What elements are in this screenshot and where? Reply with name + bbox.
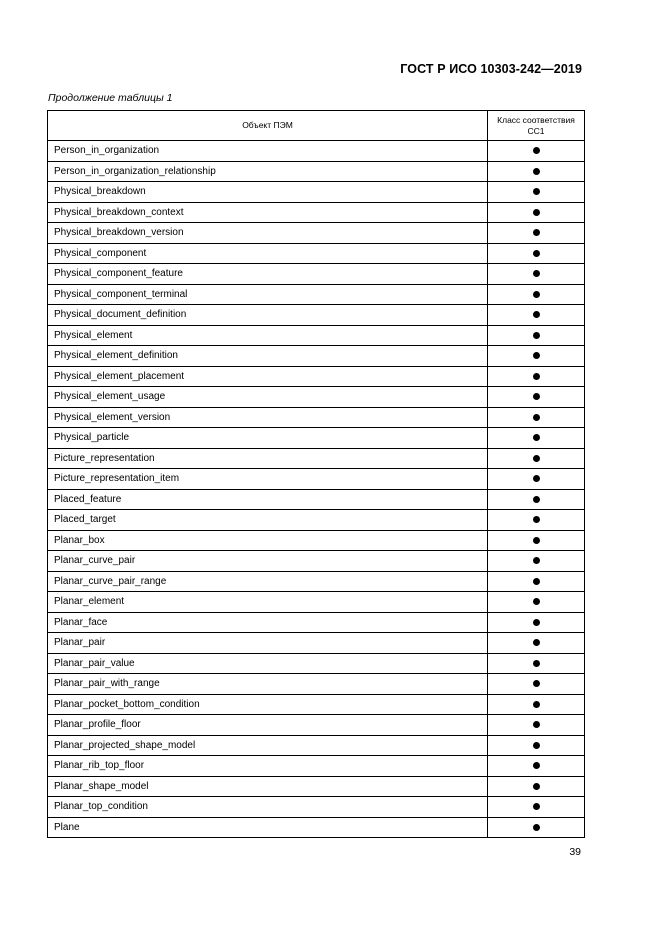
conformance-mark-cell	[488, 141, 585, 162]
column-header-object: Объект ПЭМ	[48, 111, 488, 141]
object-name-cell: Planar_curve_pair_range	[48, 571, 488, 592]
table-row	[48, 387, 585, 408]
filled-circle-icon	[533, 803, 540, 810]
table-row	[48, 530, 585, 551]
object-name-cell: Placed_feature	[48, 489, 488, 510]
conformance-mark-cell	[488, 264, 585, 285]
table-row	[48, 571, 585, 592]
object-name-cell: Placed_target	[48, 510, 488, 531]
filled-circle-icon	[533, 475, 540, 482]
table-row	[48, 428, 585, 449]
table-row	[48, 612, 585, 633]
filled-circle-icon	[533, 783, 540, 790]
object-name-cell: Planar_face	[48, 612, 488, 633]
table-row	[48, 325, 585, 346]
table-row	[48, 776, 585, 797]
object-name-cell: Physical_component_feature	[48, 264, 488, 285]
filled-circle-icon	[533, 168, 540, 175]
conformance-mark-cell	[488, 223, 585, 244]
filled-circle-icon	[533, 824, 540, 831]
object-name-cell: Physical_breakdown_context	[48, 202, 488, 223]
conformance-mark-cell	[488, 243, 585, 264]
conformance-mark-cell	[488, 817, 585, 838]
object-name-cell: Physical_element_placement	[48, 366, 488, 387]
filled-circle-icon	[533, 742, 540, 749]
table-row	[48, 694, 585, 715]
object-name-cell: Physical_element	[48, 325, 488, 346]
filled-circle-icon	[533, 352, 540, 359]
filled-circle-icon	[533, 639, 540, 646]
page-number: 39	[569, 846, 581, 858]
conformance-mark-cell	[488, 366, 585, 387]
conformance-mark-cell	[488, 571, 585, 592]
object-name-cell: Physical_element_definition	[48, 346, 488, 367]
object-name-cell: Physical_document_definition	[48, 305, 488, 326]
object-name-cell: Physical_element_usage	[48, 387, 488, 408]
filled-circle-icon	[533, 721, 540, 728]
object-name-cell: Physical_component	[48, 243, 488, 264]
table-row	[48, 448, 585, 469]
table-row	[48, 202, 585, 223]
conformance-mark-cell	[488, 510, 585, 531]
conformance-mark-cell	[488, 797, 585, 818]
table-row	[48, 284, 585, 305]
object-name-cell: Planar_curve_pair	[48, 551, 488, 572]
filled-circle-icon	[533, 537, 540, 544]
table-row	[48, 674, 585, 695]
object-name-cell: Person_in_organization	[48, 141, 488, 162]
object-name-cell: Physical_breakdown	[48, 182, 488, 203]
conformance-mark-cell	[488, 448, 585, 469]
column-header-class-line2: СС1	[527, 125, 545, 136]
conformance-mark-cell	[488, 674, 585, 695]
filled-circle-icon	[533, 578, 540, 585]
filled-circle-icon	[533, 598, 540, 605]
table-row	[48, 817, 585, 838]
table-row	[48, 141, 585, 162]
conformance-mark-cell	[488, 551, 585, 572]
object-name-cell: Planar_pocket_bottom_condition	[48, 694, 488, 715]
filled-circle-icon	[533, 373, 540, 380]
object-name-cell: Plane	[48, 817, 488, 838]
standard-code: ГОСТ Р ИСО 10303-242—2019	[400, 62, 582, 76]
filled-circle-icon	[533, 660, 540, 667]
filled-circle-icon	[533, 557, 540, 564]
column-header-class-line1: Класс соответствия	[497, 114, 575, 125]
filled-circle-icon	[533, 209, 540, 216]
table-caption: Продолжение таблицы 1	[48, 92, 173, 104]
object-name-cell: Planar_element	[48, 592, 488, 613]
table-body	[48, 141, 585, 838]
filled-circle-icon	[533, 147, 540, 154]
conformance-mark-cell	[488, 161, 585, 182]
conformance-mark-cell	[488, 407, 585, 428]
table-row	[48, 510, 585, 531]
object-name-cell: Physical_particle	[48, 428, 488, 449]
filled-circle-icon	[533, 496, 540, 503]
conformance-mark-cell	[488, 776, 585, 797]
table-row	[48, 735, 585, 756]
object-name-cell: Planar_top_condition	[48, 797, 488, 818]
filled-circle-icon	[533, 393, 540, 400]
table-row	[48, 161, 585, 182]
object-name-cell: Planar_pair	[48, 633, 488, 654]
table-row	[48, 407, 585, 428]
column-header-class	[488, 111, 585, 141]
table-row	[48, 182, 585, 203]
filled-circle-icon	[533, 311, 540, 318]
object-name-cell: Physical_breakdown_version	[48, 223, 488, 244]
conformance-mark-cell	[488, 325, 585, 346]
conformance-mark-cell	[488, 612, 585, 633]
filled-circle-icon	[533, 680, 540, 687]
table-row	[48, 346, 585, 367]
table-row	[48, 551, 585, 572]
object-name-cell: Physical_element_version	[48, 407, 488, 428]
conformance-mark-cell	[488, 735, 585, 756]
conformance-mark-cell	[488, 305, 585, 326]
object-name-cell: Physical_component_terminal	[48, 284, 488, 305]
conformance-table	[47, 110, 585, 838]
filled-circle-icon	[533, 701, 540, 708]
object-name-cell: Planar_profile_floor	[48, 715, 488, 736]
conformance-mark-cell	[488, 530, 585, 551]
table-row	[48, 756, 585, 777]
table-row	[48, 592, 585, 613]
filled-circle-icon	[533, 188, 540, 195]
table-row	[48, 469, 585, 490]
filled-circle-icon	[533, 250, 540, 257]
conformance-mark-cell	[488, 284, 585, 305]
filled-circle-icon	[533, 229, 540, 236]
conformance-mark-cell	[488, 756, 585, 777]
filled-circle-icon	[533, 455, 540, 462]
filled-circle-icon	[533, 332, 540, 339]
object-name-cell: Planar_pair_value	[48, 653, 488, 674]
filled-circle-icon	[533, 270, 540, 277]
table-row	[48, 489, 585, 510]
object-name-cell: Planar_projected_shape_model	[48, 735, 488, 756]
table-row	[48, 797, 585, 818]
conformance-mark-cell	[488, 428, 585, 449]
object-name-cell: Planar_rib_top_floor	[48, 756, 488, 777]
conformance-mark-cell	[488, 633, 585, 654]
conformance-mark-cell	[488, 489, 585, 510]
table-row	[48, 264, 585, 285]
table-row	[48, 366, 585, 387]
table-row	[48, 243, 585, 264]
filled-circle-icon	[533, 516, 540, 523]
table-row	[48, 633, 585, 654]
filled-circle-icon	[533, 291, 540, 298]
object-name-cell: Person_in_organization_relationship	[48, 161, 488, 182]
filled-circle-icon	[533, 619, 540, 626]
filled-circle-icon	[533, 414, 540, 421]
table-header-row	[48, 111, 585, 141]
object-name-cell: Planar_shape_model	[48, 776, 488, 797]
table-row	[48, 653, 585, 674]
object-name-cell: Picture_representation_item	[48, 469, 488, 490]
conformance-mark-cell	[488, 592, 585, 613]
table-row	[48, 305, 585, 326]
conformance-mark-cell	[488, 694, 585, 715]
filled-circle-icon	[533, 762, 540, 769]
object-name-cell: Planar_pair_with_range	[48, 674, 488, 695]
conformance-mark-cell	[488, 182, 585, 203]
object-name-cell: Planar_box	[48, 530, 488, 551]
table-row	[48, 223, 585, 244]
filled-circle-icon	[533, 434, 540, 441]
table-row	[48, 715, 585, 736]
conformance-mark-cell	[488, 346, 585, 367]
object-name-cell: Picture_representation	[48, 448, 488, 469]
conformance-mark-cell	[488, 202, 585, 223]
conformance-mark-cell	[488, 387, 585, 408]
conformance-mark-cell	[488, 653, 585, 674]
conformance-mark-cell	[488, 715, 585, 736]
conformance-mark-cell	[488, 469, 585, 490]
